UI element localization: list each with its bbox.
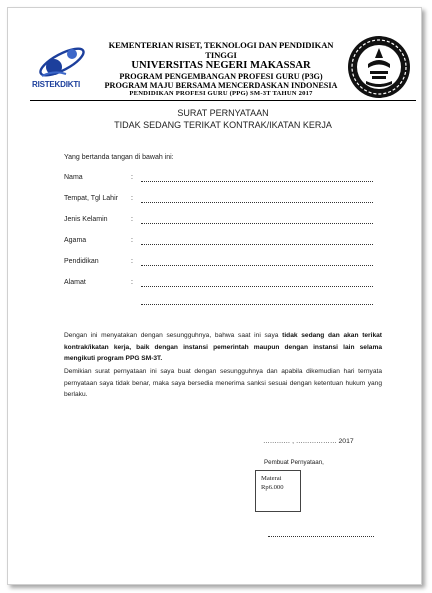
letterhead-motto: PROGRAM MAJU BERSAMA MENCERDASKAN INDONESIA — [104, 81, 338, 91]
field-tempat-tgl-lahir — [64, 195, 384, 205]
fill-line[interactable] — [141, 265, 373, 266]
closing-paragraph: Demikian surat pernyataan ini saya buat dengan sesungguhnya dan apabila dikemudian hari ternyata pernyataan saya tidak benar, maka saya bersedia menerima sanksi sesuai dengan ketentuan hukum yang berlaku. — [64, 368, 382, 399]
fill-line[interactable] — [141, 202, 373, 203]
field-colon: : — [131, 258, 133, 265]
materai-label — [261, 475, 284, 492]
field-colon: : — [131, 279, 133, 286]
field-label: Jenis Kelamin — [64, 216, 108, 223]
field-label: Agama — [64, 237, 87, 244]
fill-line[interactable] — [141, 244, 373, 245]
document-page — [7, 7, 422, 585]
field-nama — [64, 174, 384, 184]
intro-text: Yang bertanda tangan di bawah ini: — [64, 154, 174, 161]
field-label: Tempat, Tgl Lahir — [64, 195, 118, 202]
statement-paragraph — [64, 330, 382, 365]
field-label: Pendidikan — [64, 258, 99, 265]
document-title: SURAT PERNYATAAN — [177, 108, 269, 118]
field-colon: : — [131, 195, 133, 202]
materai-stamp-box — [255, 470, 301, 512]
signer-label: Pembuat Pernyataan, — [264, 459, 324, 466]
fill-line[interactable] — [141, 286, 373, 287]
field-label: Alamat — [64, 279, 86, 286]
fill-line[interactable] — [141, 223, 373, 224]
materai-line-1: Materai — [261, 475, 282, 482]
statement-text: Dengan ini menyatakan dengan sesungguhnya, bahwa saat ini saya — [64, 332, 283, 339]
letterhead — [92, 41, 350, 98]
letterhead-university: UNIVERSITAS NEGERI MAKASSAR — [131, 60, 311, 72]
unm-logo — [346, 34, 412, 100]
field-alamat — [64, 279, 384, 289]
letterhead-subtitle: PENDIDIKAN PROFESI GURU (PPG) SM-3T TAHUN 2017 — [129, 90, 313, 98]
signature-line[interactable] — [268, 536, 374, 537]
materai-line-2: Rp6.000 — [261, 483, 284, 491]
field-colon: : — [131, 237, 133, 244]
letterhead-program: PROGRAM PENGEMBANGAN PROFESI GURU (P3G) — [119, 72, 323, 82]
field-jenis-kelamin — [64, 216, 384, 226]
alamat-fill-line-2[interactable] — [141, 304, 373, 305]
field-colon: : — [131, 216, 133, 223]
ristekdikti-caption: RISTEKDIKTI — [32, 80, 81, 89]
statement-emphasis: tidak sedang dan akan terikat kontrak/ikatan kerja, baik dengan instansi pemerintah maupun dengan instansi lain selama mengikuti program PPG SM-3T. — [64, 332, 382, 363]
field-pendidikan — [64, 258, 384, 268]
letterhead-ministry: KEMENTERIAN RISET, TEKNOLOGI DAN PENDIDIKAN TINGGI — [108, 40, 334, 60]
field-label: Nama — [64, 174, 83, 181]
fill-line[interactable] — [141, 181, 373, 182]
field-agama — [64, 237, 384, 247]
place-date-line: ………… , ……………… 2017 — [263, 438, 354, 445]
letterhead-divider — [30, 100, 416, 101]
field-colon: : — [131, 174, 133, 181]
document-subtitle: TIDAK SEDANG TERIKAT KONTRAK/IKATAN KERJA — [114, 120, 332, 130]
